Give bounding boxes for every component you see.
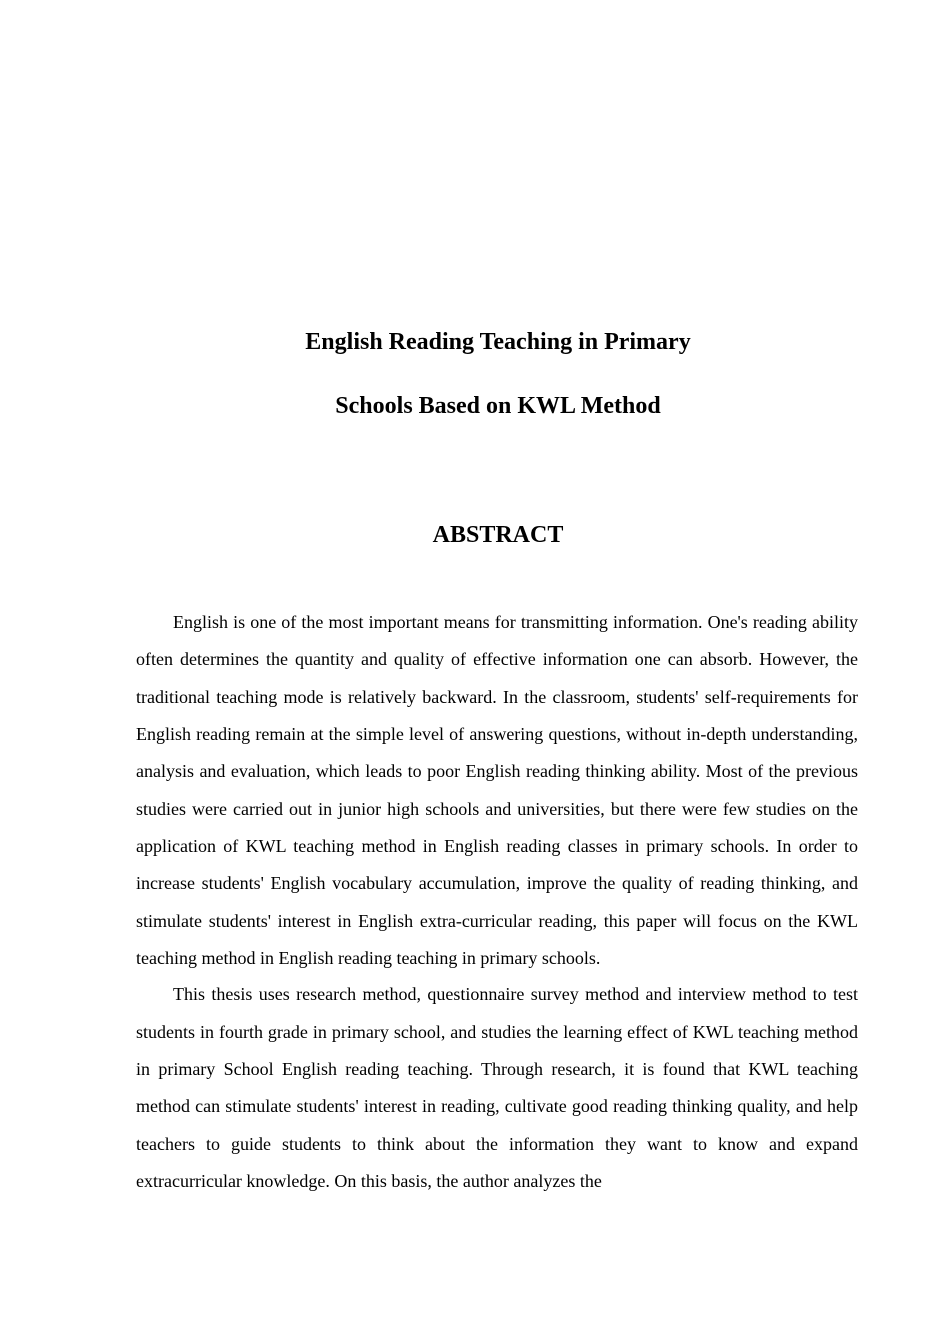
abstract-paragraph-1: English is one of the most important means for transmitting information. One's reading ability often determines the quantity and quality of effective information one can absorb. However, the traditional teaching mode is relatively backward. In the classroom, students' self-requirements for English reading remain at the simple level of answering questions, without in-depth understanding, analysis and evaluation, which leads to poor English reading thinking ability. Most of the previous studies were carried out in junior high schools and universities, but there were few studies on the application of KWL teaching method in English reading classes in primary schools. In order to increase students' English vocabulary accumulation, improve the quality of reading thinking, and stimulate students' interest in English extra-curricular reading, this paper will focus on the KWL teaching method in English reading teaching in primary schools.: [136, 612, 858, 969]
paper-title-line-2: Schools Based on KWL Method: [335, 393, 661, 419]
paper-title-line-1: English Reading Teaching in Primary: [305, 329, 691, 355]
abstract-paragraph-2: This thesis uses research method, questionnaire survey method and interview method to test students in fourth grade in primary school, and studies the learning effect of KWL teaching method in primary School English reading teaching. Through research, it is found that KWL teaching method can stimulate students' interest in reading, cultivate good reading thinking quality, and help teachers to guide students to think about the information they want to know and expand extracurricular knowledge. On this basis, the author analyzes the: [136, 984, 858, 1192]
abstract-body: [136, 604, 858, 1201]
abstract-heading: ABSTRACT: [432, 522, 564, 548]
